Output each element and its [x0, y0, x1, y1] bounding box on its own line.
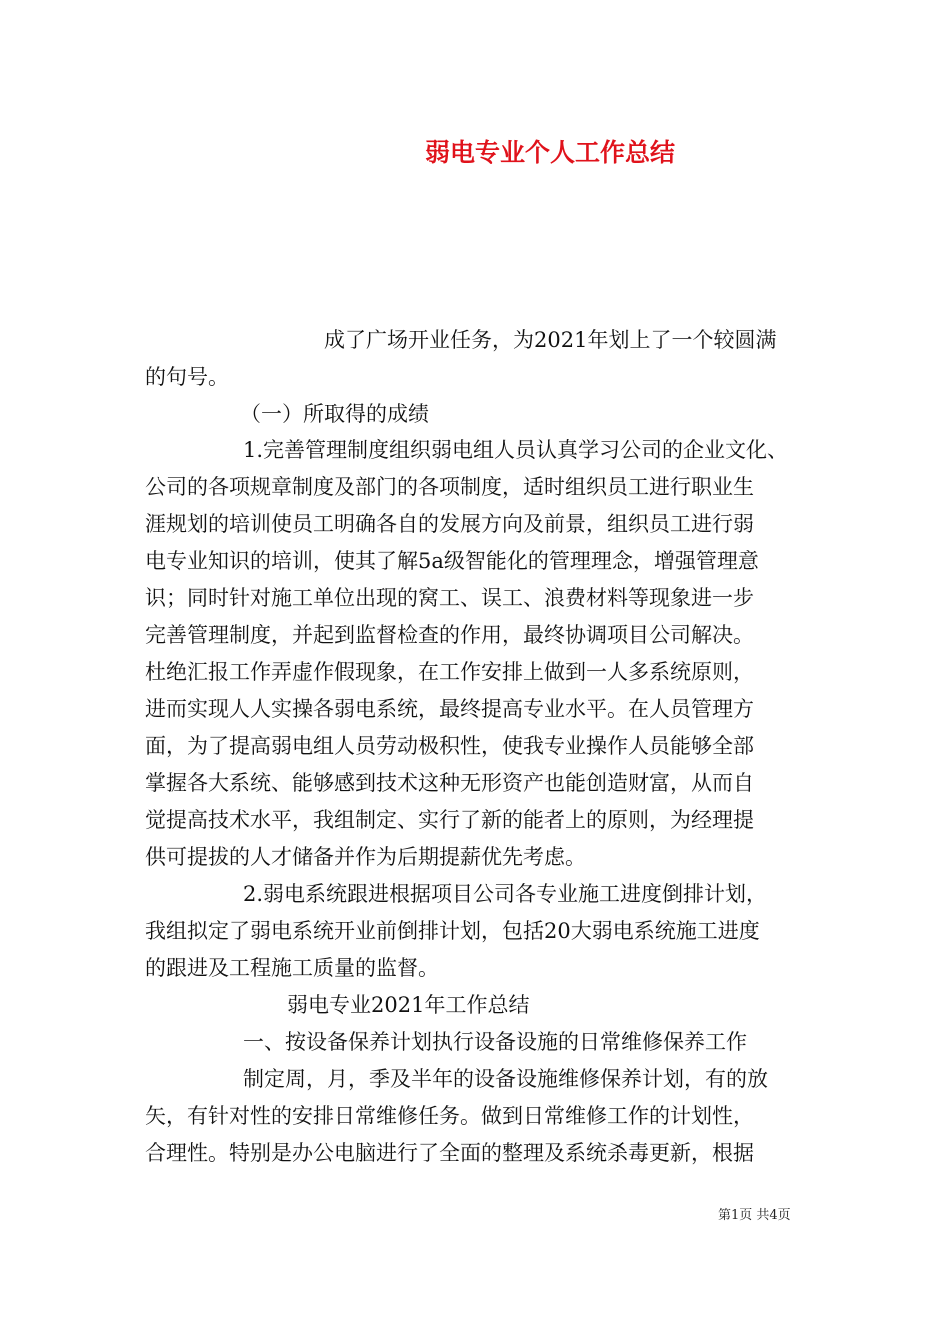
section-heading: 弱电专业2021年工作总结	[287, 993, 530, 1017]
body-line: 完善管理制度，并起到监督检查的作用，最终协调项目公司解决。	[145, 623, 754, 647]
body-line: 电专业知识的培训，使其了解5a级智能化的管理理念，增强管理意	[145, 549, 759, 573]
body-line: 进而实现人人实操各弱电系统，最终提高专业水平。在人员管理方	[145, 697, 754, 721]
body-line: 涯规划的培训使员工明确各自的发展方向及前景，组织员工进行弱	[145, 512, 754, 536]
body-line: 1.完善管理制度组织弱电组人员认真学习公司的企业文化、	[243, 438, 789, 462]
body-line: 我组拟定了弱电系统开业前倒排计划，包括20大弱电系统施工进度	[145, 919, 760, 943]
section-heading: （一）所取得的成绩	[240, 402, 429, 426]
page-number: 第1页 共4页	[718, 1208, 791, 1223]
body-line: 成了广场开业任务，为2021年划上了一个较圆满	[324, 328, 777, 352]
body-line: 觉提高技术水平，我组制定、实行了新的能者上的原则，为经理提	[145, 808, 754, 832]
body-line: 杜绝汇报工作弄虚作假现象，在工作安排上做到一人多系统原则，	[145, 660, 754, 684]
body-line: 的句号。	[145, 365, 229, 389]
body-line: 的跟进及工程施工质量的监督。	[145, 956, 439, 980]
body-line: 矢，有针对性的安排日常维修任务。做到日常维修工作的计划性，	[145, 1104, 754, 1128]
document-title: 弱电专业个人工作总结	[424, 138, 675, 167]
body-line: 供可提拔的人才储备并作为后期提薪优先考虑。	[145, 845, 586, 869]
body-line: 2.弱电系统跟进根据项目公司各专业施工进度倒排计划，	[243, 882, 768, 906]
body-line: 制定周，月，季及半年的设备设施维修保养计划，有的放	[243, 1067, 768, 1091]
body-line: 面，为了提高弱电组人员劳动极积性，使我专业操作人员能够全部	[145, 734, 754, 758]
body-line: 合理性。特别是办公电脑进行了全面的整理及系统杀毒更新，根据	[145, 1141, 754, 1165]
body-line: 公司的各项规章制度及部门的各项制度，适时组织员工进行职业生	[145, 475, 754, 499]
section-heading: 一、按设备保养计划执行设备设施的日常维修保养工作	[243, 1030, 747, 1054]
body-line: 掌握各大系统、能够感到技术这种无形资产也能创造财富，从而自	[145, 771, 754, 795]
body-line: 识；同时针对施工单位出现的窝工、误工、浪费材料等现象进一步	[145, 586, 754, 610]
